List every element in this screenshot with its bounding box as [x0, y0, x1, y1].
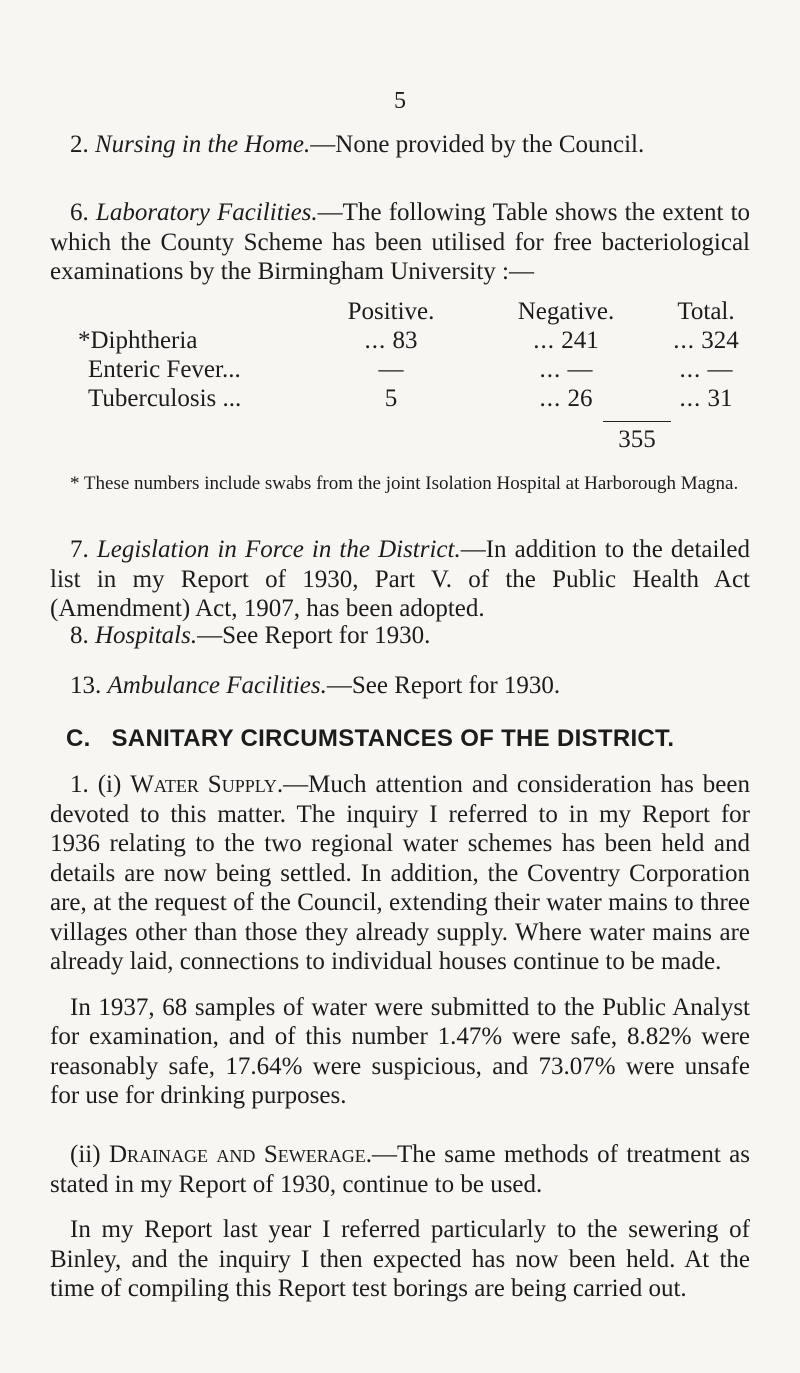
row-label: Tuberculosis ...	[88, 384, 242, 412]
cell-total: —	[707, 355, 733, 383]
para-heading: Nursing in the Home.	[95, 131, 311, 158]
para-text: —In addition to the detailed list in my Report of 1930, Part V. of the Public Health Act (Amendment) Act, 1907, has been adopted.	[50, 536, 751, 622]
para-drainage	[50, 1140, 750, 1304]
section-title: C. SANITARY CIRCUMSTANCES OF THE DISTRICT.	[66, 725, 675, 752]
row-label: Enteric Fever...	[88, 355, 241, 383]
header-negative: Negative.	[517, 297, 615, 325]
para-text: —Much attention and consideration has been devoted to this matter. The inquiry I referred to in my Report for 1936 relating to the two regional water schemes has been held and details are now being settled. In addition, the Coventry Corporation are, at the request of the Council, extending their water mains to three villages other than those they already supply. Where water mains are already laid, connections to individual houses continue to be made.	[50, 771, 750, 975]
cell-positive: —	[378, 355, 404, 383]
para-heading: Water Supply.	[130, 771, 284, 798]
leader-dots: ...	[539, 355, 562, 383]
para-number: 7.	[70, 536, 89, 563]
para-text: —None provided by the Council.	[310, 131, 645, 158]
para-heading: Drainage and Sewerage.	[108, 1141, 372, 1168]
leader-dots: ...	[539, 384, 562, 412]
para-number: 6.	[70, 199, 89, 226]
cell-total: 31	[707, 384, 733, 412]
examinations-table	[50, 297, 766, 454]
section-c	[50, 724, 750, 754]
cell-positive: 5	[384, 384, 398, 412]
para-nursing	[50, 130, 750, 160]
para-binley: In my Report last year I referred particularly to the sewering of Binley, and the inquiry I then expected has now been held. At the time of compiling this Report test borings are being carried out.	[50, 1216, 750, 1302]
table-row	[50, 326, 766, 355]
para-water-supply	[50, 770, 750, 1111]
para-text: —See Report for 1930.	[326, 672, 561, 699]
row-label: *Diphtheria	[78, 326, 198, 354]
leader-dots: ...	[679, 355, 702, 383]
cell-negative: 26	[567, 384, 593, 412]
cell-negative: —	[567, 355, 593, 383]
table-footnote: * These numbers include swabs from the joint Isolation Hospital at Harborough Magna.	[70, 473, 739, 494]
para-heading: Hospitals.	[95, 622, 198, 649]
page-number: 5	[394, 88, 406, 114]
para-heading: Laboratory Facilities.	[95, 199, 318, 226]
para-laboratory	[50, 198, 750, 287]
cell-negative: 241	[561, 326, 599, 354]
total-rule	[603, 421, 671, 422]
para-number: (ii)	[70, 1141, 101, 1168]
leader-dots: ...	[364, 326, 387, 354]
grand-total: 355	[618, 426, 656, 453]
table-row	[50, 384, 766, 413]
para-heading: Ambulance Facilities.	[107, 672, 327, 699]
para-number: 1. (i)	[70, 771, 122, 798]
cell-positive: 83	[392, 326, 418, 354]
leader-dots: ...	[533, 326, 555, 354]
para-water-samples: In 1937, 68 samples of water were submitted to the Public Analyst for examination, and of this number 1.47% were safe, 8.82% were reasonably safe, 17.64% were suspicious, and 73.07% were unsafe for use for drinking purposes.	[50, 993, 750, 1109]
para-text: —See Report for 1930.	[197, 622, 431, 649]
para-hospitals	[50, 621, 750, 651]
para-heading: Legislation in Force in the District.	[96, 536, 461, 563]
table-header-row	[50, 297, 766, 326]
para-ambulance	[50, 671, 750, 701]
para-number: 13.	[70, 672, 102, 699]
leader-dots: ...	[679, 384, 702, 412]
leader-dots: ...	[673, 326, 695, 354]
table-row	[50, 355, 766, 384]
header-positive: Positive.	[347, 297, 435, 325]
cell-total: 324	[701, 326, 739, 354]
para-number: 2.	[70, 131, 89, 158]
para-legislation	[50, 535, 750, 624]
para-text: —The same methods of treatment as stated in my Report of 1930, continue to be used.	[50, 1141, 751, 1198]
para-number: 8.	[70, 622, 89, 649]
header-total: Total.	[677, 297, 735, 325]
para-text: —The following Table shows the extent to which the County Scheme has been utilised for free bacteriological examinations by the Birmingham University :—	[50, 199, 751, 285]
